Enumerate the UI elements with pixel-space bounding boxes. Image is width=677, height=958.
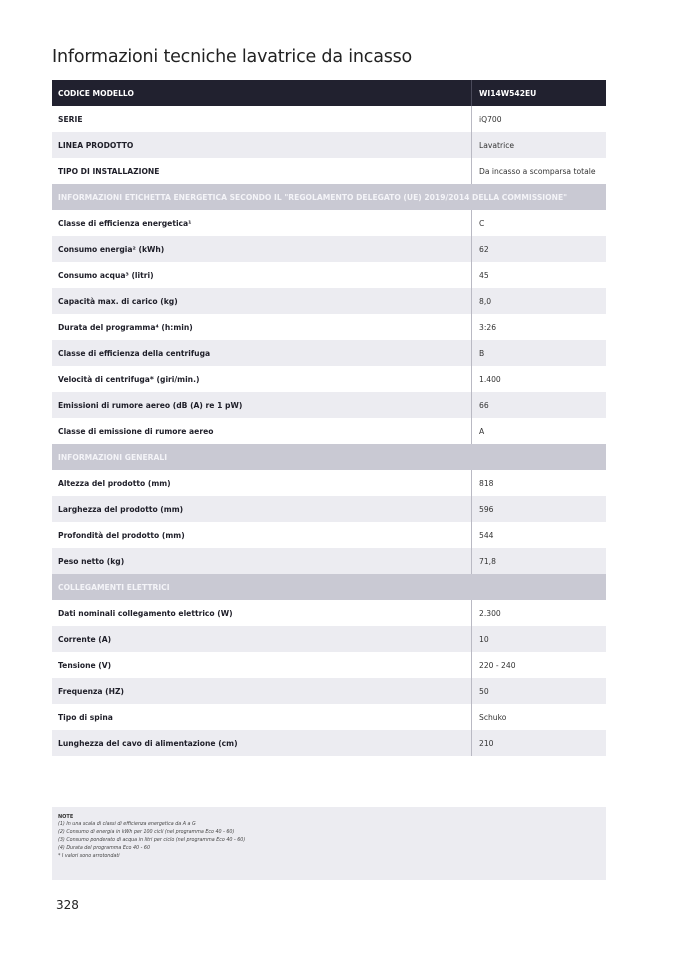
note-line: (1) In una scala di classi di efficienza energetica da A a G — [58, 822, 196, 827]
note-line: (3) Consumo ponderato di acqua in litri per ciclo (nel programma Eco 40 - 60) — [58, 838, 246, 843]
row-value: Lavatrice — [471, 132, 606, 158]
table-row — [52, 626, 606, 652]
table-row — [52, 366, 606, 392]
row-value: 10 — [471, 626, 606, 652]
table-row — [52, 288, 606, 314]
table-row — [52, 392, 606, 418]
row-label: Durata del programma⁴ (h:min) — [58, 322, 193, 332]
row-label: Larghezza del prodotto (mm) — [58, 504, 184, 514]
row-value: 62 — [471, 236, 606, 262]
table-row — [52, 106, 606, 132]
row-label: Classe di efficienza della centrifuga — [58, 348, 211, 358]
spec-table — [52, 80, 606, 756]
table-row — [52, 470, 606, 496]
row-label: Emissioni di rumore aereo (dB (A) re 1 pW) — [58, 400, 243, 410]
row-label: Lunghezza del cavo di alimentazione (cm) — [58, 738, 238, 748]
header-label: CODICE MODELLO — [58, 88, 134, 98]
row-label: Peso netto (kg) — [58, 556, 125, 566]
row-label: SERIE — [58, 114, 83, 124]
table-row — [52, 522, 606, 548]
row-label: Frequenza (HZ) — [58, 686, 124, 696]
row-value: C — [471, 210, 606, 236]
row-value: 818 — [471, 470, 606, 496]
row-value: 2.300 — [471, 600, 606, 626]
page-number: 328 — [56, 898, 79, 912]
table-row — [52, 132, 606, 158]
row-value: 45 — [471, 262, 606, 288]
row-label: LINEA PRODOTTO — [58, 140, 134, 150]
row-label: Classe di efficienza energetica¹ — [58, 218, 192, 228]
row-label: Altezza del prodotto (mm) — [58, 478, 171, 488]
table-row — [52, 600, 606, 626]
row-label: Tensione (V) — [58, 660, 112, 670]
section-title: INFORMAZIONI ETICHETTA ENERGETICA SECONDO IL "REGOLAMENTO DELEGATO (UE) 2019/2014 DELLA COMMISSIONE" — [58, 192, 568, 202]
row-value: 596 — [471, 496, 606, 522]
row-value: Schuko — [471, 704, 606, 730]
row-value: 66 — [471, 392, 606, 418]
row-label: Profondità del prodotto (mm) — [58, 530, 185, 540]
table-row — [52, 236, 606, 262]
row-label: Corrente (A) — [58, 634, 112, 644]
row-value: 220 - 240 — [471, 652, 606, 678]
section-title: INFORMAZIONI GENERALI — [58, 452, 168, 462]
row-label: TIPO DI INSTALLAZIONE — [58, 166, 160, 176]
section-header-general-info — [52, 444, 606, 470]
row-value: 210 — [471, 730, 606, 756]
table-row — [52, 652, 606, 678]
row-label: Capacità max. di carico (kg) — [58, 296, 178, 306]
row-label: Classe di emissione di rumore aereo — [58, 426, 214, 436]
row-label: Consumo energia² (kWh) — [58, 244, 165, 254]
section-title: COLLEGAMENTI ELETTRICI — [58, 582, 170, 592]
table-row — [52, 158, 606, 184]
table-row — [52, 262, 606, 288]
table-row — [52, 678, 606, 704]
notes-title: NOTE — [58, 814, 74, 820]
row-label: Tipo di spina — [58, 712, 113, 722]
row-value: iQ700 — [471, 106, 606, 132]
row-value: 50 — [471, 678, 606, 704]
table-row — [52, 314, 606, 340]
row-value: 71,8 — [471, 548, 606, 574]
row-label: Dati nominali collegamento elettrico (W) — [58, 608, 233, 618]
note-line: * I valori sono arrotondati — [58, 854, 120, 859]
table-row — [52, 210, 606, 236]
row-value: 544 — [471, 522, 606, 548]
row-value: 3:26 — [471, 314, 606, 340]
table-row — [52, 730, 606, 756]
section-header-energy-label — [52, 184, 606, 210]
table-row — [52, 704, 606, 730]
model-code: WI14W542EU — [471, 80, 606, 106]
row-value: 1.400 — [471, 366, 606, 392]
section-header-electrical — [52, 574, 606, 600]
table-header-row — [52, 80, 606, 106]
table-row — [52, 418, 606, 444]
page-title: Informazioni tecniche lavatrice da incasso — [52, 47, 413, 67]
row-value: 8,0 — [471, 288, 606, 314]
row-label: Velocità di centrifuga* (giri/min.) — [58, 374, 200, 384]
row-value: B — [471, 340, 606, 366]
table-row — [52, 496, 606, 522]
notes-box — [52, 807, 606, 880]
note-line: (2) Consumo di energia in kWh per 100 cicli (nel programma Eco 40 - 60) — [58, 830, 235, 835]
row-label: Consumo acqua³ (litri) — [58, 270, 154, 280]
row-value: Da incasso a scomparsa totale — [471, 158, 606, 184]
table-row — [52, 340, 606, 366]
table-row — [52, 548, 606, 574]
note-line: (4) Durata del programma Eco 40 - 60 — [58, 846, 150, 851]
row-value: A — [471, 418, 606, 444]
